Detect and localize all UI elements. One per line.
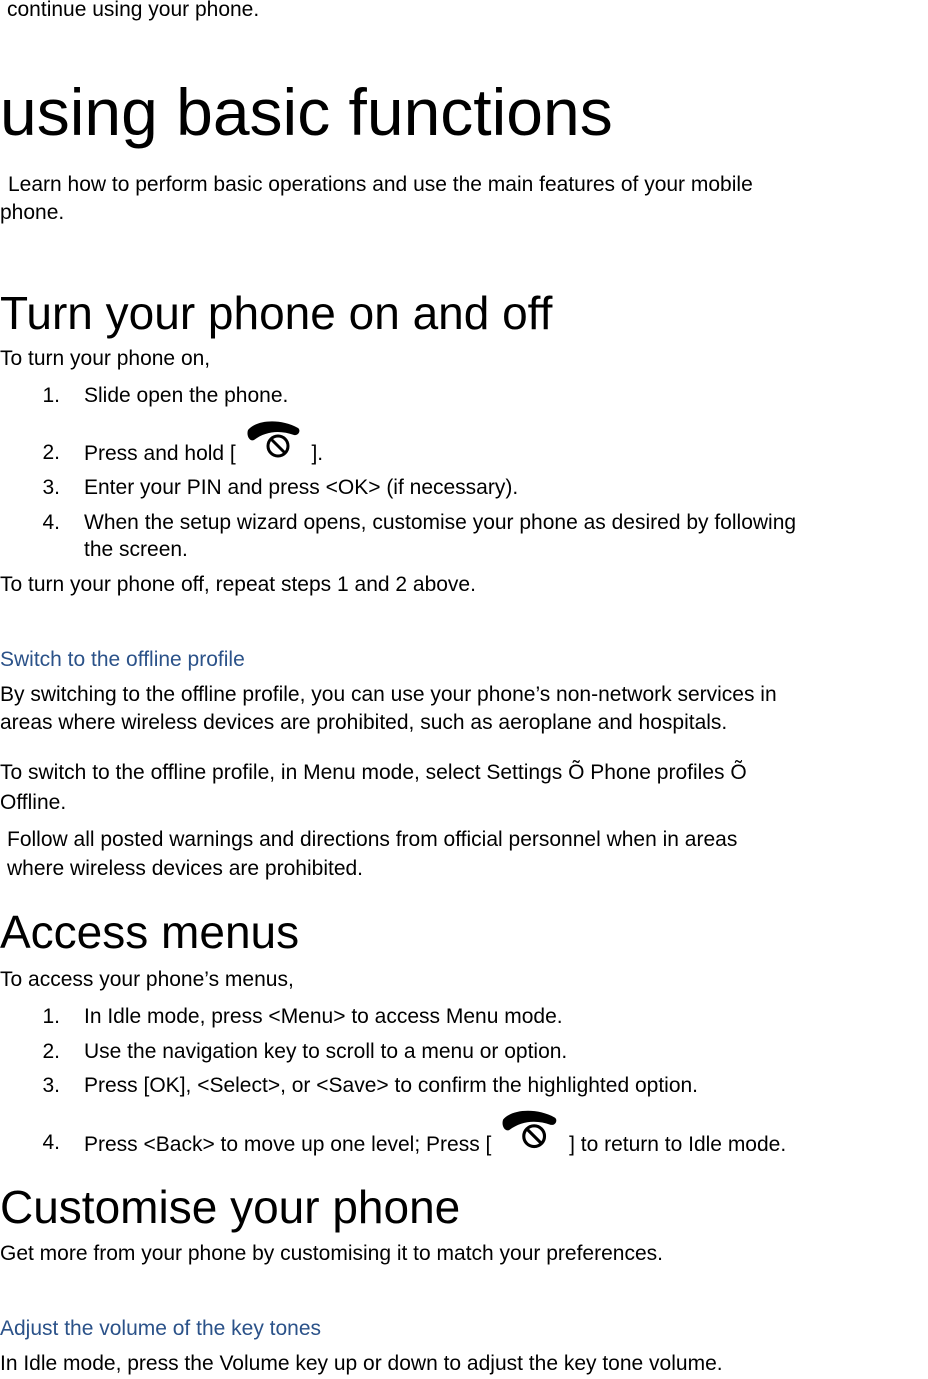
step-number: 2. [42, 441, 60, 464]
power-lead: To turn your phone on, [0, 347, 211, 370]
menus-step-4-before: Press <Back> to move up one level; Press [ [84, 1133, 492, 1156]
volume-text: In Idle mode, press the Volume key up or down to adjust the key tone volume. [0, 1352, 723, 1375]
chapter-intro-line2: phone. [0, 201, 65, 224]
subheading-offline: Switch to the offline profile [0, 648, 245, 671]
step-number: 3. [42, 476, 60, 499]
menus-step-2: Use the navigation key to scroll to a menu or option. [84, 1040, 568, 1063]
step-number: 3. [42, 1074, 60, 1097]
subheading-volume: Adjust the volume of the key tones [0, 1317, 322, 1340]
step-number: 4. [42, 511, 60, 534]
power-step-4-line1: When the setup wizard opens, customise your phone as desired by following [84, 511, 797, 534]
section-title-menus: Access menus [0, 906, 300, 958]
step-number: 1. [42, 1005, 60, 1028]
power-step-2-after: ]. [311, 442, 324, 465]
warning-line1: Follow all posted warnings and directions from official personnel when in areas [7, 828, 738, 851]
chapter-intro-line1: Learn how to perform basic operations and use the main features of your mobile [8, 173, 753, 196]
power-step-1: Slide open the phone. [84, 384, 289, 407]
offline-p2-line1: To switch to the offline profile, in Menu mode, select Settings Õ Phone profiles Õ [0, 761, 747, 784]
menus-step-4 [84, 1109, 786, 1161]
top-line: continue using your phone. [7, 0, 260, 21]
section-title-customise: Customise your phone [0, 1181, 461, 1233]
power-off-text: To turn your phone off, repeat steps 1 and 2 above. [0, 573, 476, 596]
step-number: 4. [42, 1131, 60, 1154]
menus-step-4-after: ] to return to Idle mode. [569, 1133, 787, 1156]
offline-p1-line1: By switching to the offline profile, you can use your phone’s non-network services in [0, 683, 777, 706]
end-call-icon [246, 420, 302, 466]
power-step-2-before: Press and hold [ [84, 442, 236, 465]
warning-line2: where wireless devices are prohibited. [7, 857, 364, 880]
power-step-2 [84, 420, 323, 472]
section-title-power: Turn your phone on and off [0, 287, 553, 339]
end-call-icon [501, 1109, 559, 1157]
menus-lead: To access your phone’s menus, [0, 968, 294, 991]
customise-lead: Get more from your phone by customising it to match your preferences. [0, 1242, 663, 1265]
menus-step-3: Press [OK], <Select>, or <Save> to confirm the highlighted option. [84, 1074, 699, 1097]
power-step-4-line2: the screen. [84, 538, 188, 561]
offline-p1-line2: areas where wireless devices are prohibited, such as aeroplane and hospitals. [0, 711, 728, 734]
menus-step-1: In Idle mode, press <Menu> to access Menu mode. [84, 1005, 563, 1028]
power-step-3: Enter your PIN and press <OK> (if necessary). [84, 476, 519, 499]
chapter-title: using basic functions [0, 75, 613, 149]
offline-p2-line2: Offline. [0, 791, 67, 814]
step-number: 2. [42, 1040, 60, 1063]
step-number: 1. [42, 384, 60, 407]
